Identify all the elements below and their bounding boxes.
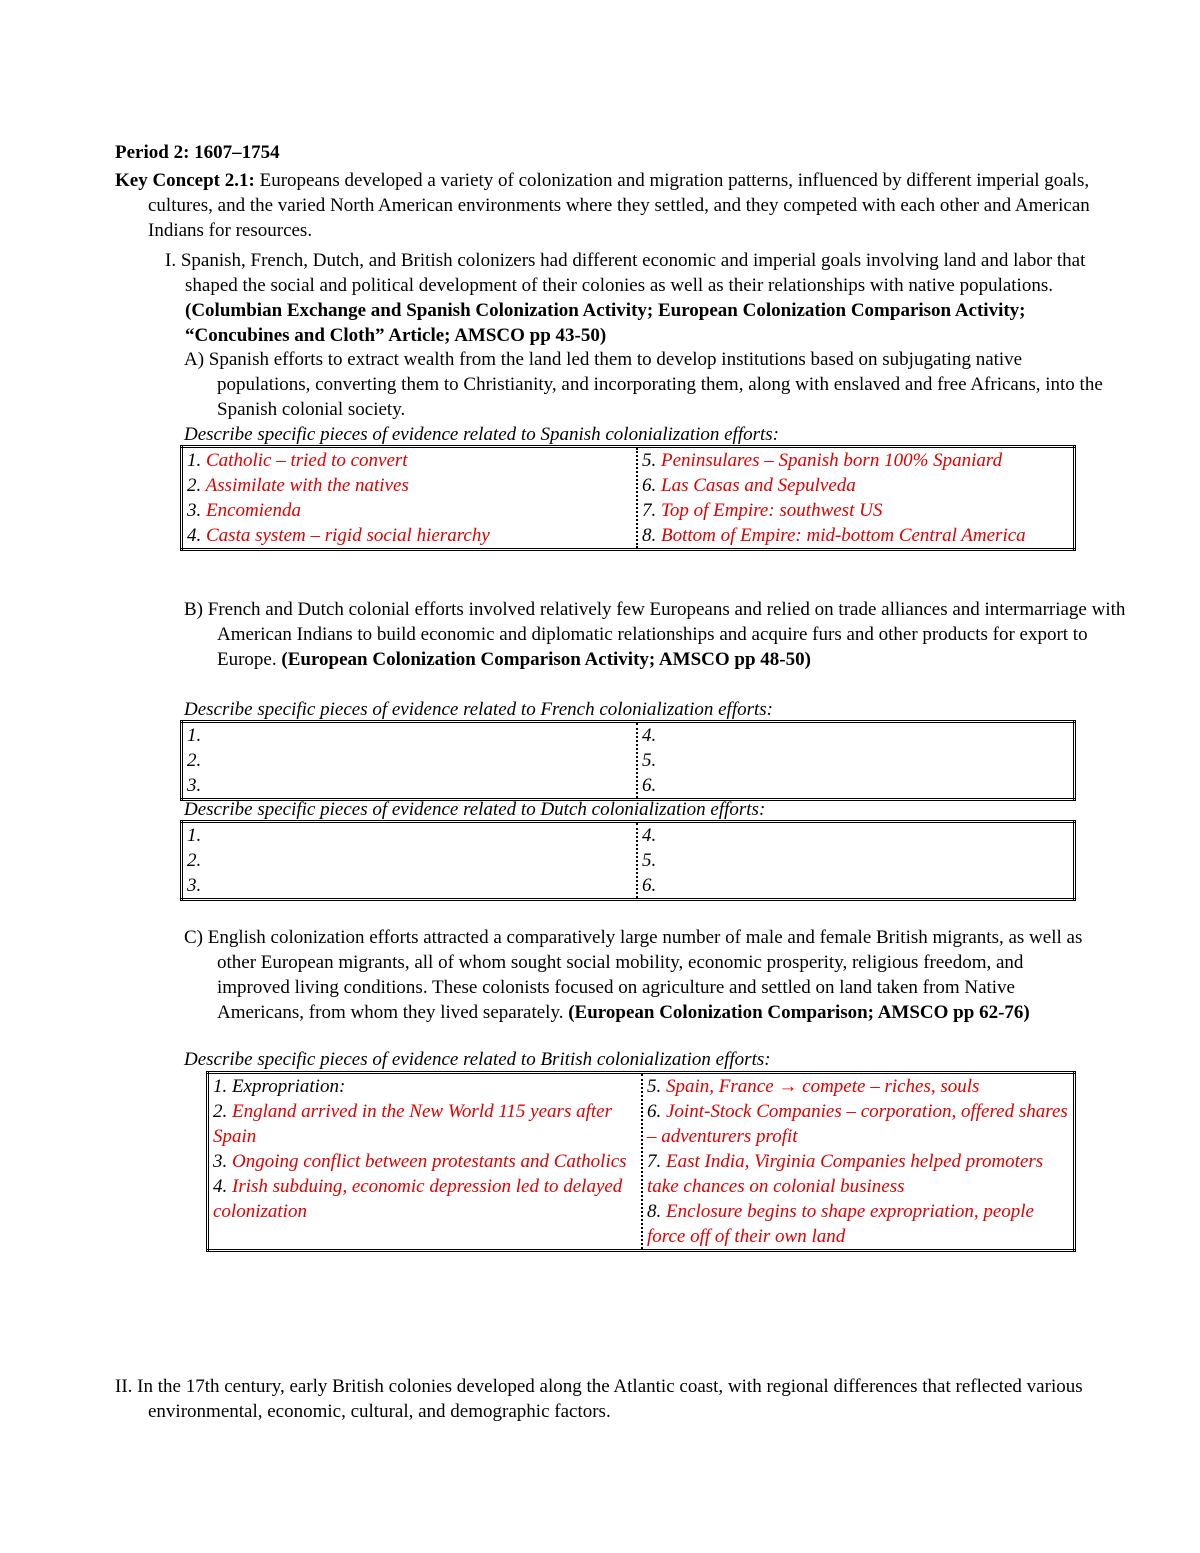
evidence-item: 5. Peninsulares – Spanish born 100% Spaniard <box>642 450 1003 471</box>
evidence-item: 2. Assimilate with the natives <box>187 475 409 496</box>
period-heading: Period 2: 1607–1754 <box>115 142 280 163</box>
evidence-item: 7. Top of Empire: southwest US <box>642 500 883 521</box>
evidence-number: 5. <box>642 750 657 771</box>
dutch-prompt: Describe specific pieces of evidence related to Dutch colonialization efforts: <box>184 799 766 820</box>
section-c <box>184 925 1097 1025</box>
section-2: II. In the 17th century, early British colonies developed along the Atlantic coast, with regional differences that reflected various environmental, economic, cultural, and demographic factors. <box>115 1376 1083 1422</box>
evidence-number: 1. <box>187 725 202 746</box>
evidence-item: 4. Casta system – rigid social hierarchy <box>187 525 490 546</box>
evidence-item: 7. East India, Virginia Companies helped promoters take chances on colonial business <box>647 1151 1044 1197</box>
evidence-number: 1. <box>187 825 202 846</box>
section-b <box>184 597 1127 672</box>
key-concept-label: Key Concept 2.1: <box>115 170 255 191</box>
evidence-number: 6. <box>642 875 657 896</box>
section-a: A) Spanish efforts to extract wealth from the land led them to develop institutions based on subjugating native populations, converting them to Christianity, and incorporating them, along with enslaved and free Africans, into the Spanish colonial society. <box>184 349 1103 420</box>
evidence-item: 1. Catholic – tried to convert <box>187 450 408 471</box>
evidence-number: 5. <box>642 850 657 871</box>
dutch-evidence-table <box>180 820 1076 901</box>
evidence-item: 6. Joint-Stock Companies – corporation, offered shares – adventurers profit <box>647 1101 1068 1147</box>
evidence-item: 8. Enclosure begins to shape expropriation, people force off of their own land <box>647 1201 1034 1247</box>
evidence-number: 6. <box>642 775 657 796</box>
evidence-item: 3. Encomienda <box>187 500 301 521</box>
british-right-cell[interactable] <box>642 1073 1075 1251</box>
spanish-prompt: Describe specific pieces of evidence related to Spanish colonialization efforts: <box>184 424 780 445</box>
section-1 <box>165 248 1115 348</box>
evidence-number: 2. <box>187 750 202 771</box>
key-concept-text: Europeans developed a variety of colonization and migration patterns, influenced by different imperial goals, cultures, and the varied North American environments where they settled, and they competed with each other and American Indians for resources. <box>148 170 1090 241</box>
evidence-number: 4. <box>642 725 657 746</box>
spanish-evidence-table <box>180 445 1076 551</box>
spanish-right-cell[interactable] <box>637 447 1075 550</box>
french-prompt: Describe specific pieces of evidence related to French colonialization efforts: <box>184 699 773 720</box>
spanish-left-cell[interactable] <box>182 447 638 550</box>
evidence-number: 4. <box>642 825 657 846</box>
section-1-refs: (Columbian Exchange and Spanish Colonization Activity; European Colonization Comparison Activity; “Concubines and Cloth” Article; AMSCO pp 43-50) <box>185 300 1026 346</box>
evidence-item: 8. Bottom of Empire: mid-bottom Central America <box>642 525 1026 546</box>
french-left-cell[interactable] <box>182 722 638 800</box>
british-prompt: Describe specific pieces of evidence related to British colonialization efforts: <box>184 1049 771 1070</box>
evidence-item: 3. Ongoing conflict between protestants and Catholics <box>213 1151 627 1172</box>
dutch-right-cell[interactable] <box>637 822 1075 900</box>
evidence-item: 1. Expropriation: <box>213 1076 346 1097</box>
evidence-item: 5. Spain, France → compete – riches, souls <box>647 1076 980 1097</box>
section-c-refs: (European Colonization Comparison; AMSCO pp 62-76) <box>568 1002 1030 1023</box>
evidence-number: 3. <box>187 875 202 896</box>
dutch-left-cell[interactable] <box>182 822 638 900</box>
section-1-text: I. Spanish, French, Dutch, and British colonizers had different economic and imperial goals involving land and labor that shaped the social and political development of their colonies as well as their relationships with native populations. <box>165 250 1086 296</box>
evidence-number: 3. <box>187 775 202 796</box>
french-right-cell[interactable] <box>637 722 1075 800</box>
section-b-text: B) French and Dutch colonial efforts involved relatively few Europeans and relied on trade alliances and intermarriage with American Indians to build economic and diplomatic relationships and acquire furs and other products for export to Europe. <box>184 599 1126 670</box>
section-b-refs: (European Colonization Comparison Activity; AMSCO pp 48-50) <box>281 649 811 670</box>
evidence-number: 2. <box>187 850 202 871</box>
key-concept <box>115 168 1128 243</box>
section-c-text: C) English colonization efforts attracted a comparatively large number of male and female British migrants, as well as other European migrants, all of whom sought social mobility, economic prosperity, religious freedom, and improved living conditions. These colonists focused on agriculture and settled on land taken from Native Americans, from whom they lived separately. <box>184 927 1083 1023</box>
evidence-item: 6. Las Casas and Sepulveda <box>642 475 856 496</box>
british-evidence-table <box>206 1071 1076 1252</box>
british-left-cell[interactable] <box>208 1073 643 1251</box>
evidence-item: 2. England arrived in the New World 115 years after Spain <box>213 1101 612 1147</box>
french-evidence-table <box>180 720 1076 801</box>
evidence-item: 4. Irish subduing, economic depression led to delayed colonization <box>213 1176 623 1222</box>
